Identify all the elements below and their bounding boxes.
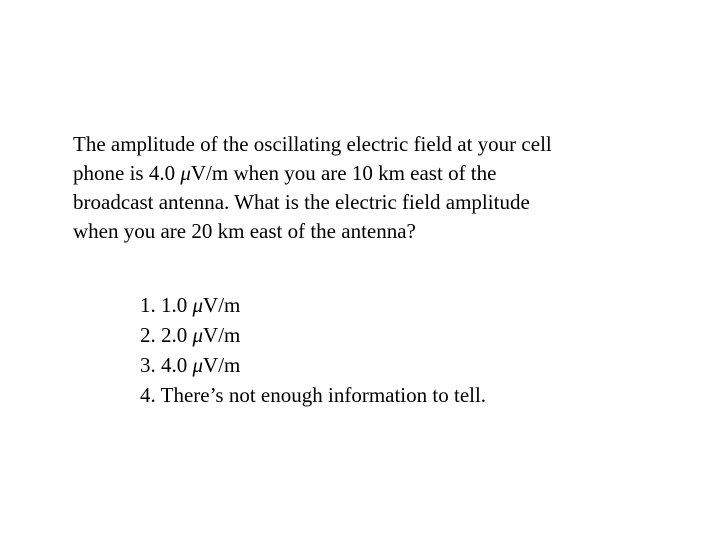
question-line-3: broadcast antenna. What is the electric field amplitude: [73, 190, 530, 214]
mu-symbol: μ: [192, 353, 204, 377]
option-unit: V/m: [203, 353, 241, 377]
question-line-4: when you are 20 km east of the antenna?: [73, 219, 416, 243]
option-number: 2.: [140, 323, 161, 347]
question-line-2-end: V/m when you are 10 km east of the: [190, 161, 497, 185]
answer-option-1[interactable]: [140, 290, 700, 320]
answer-options: [140, 290, 700, 410]
question-line-2-start: phone is 4.0: [73, 161, 181, 185]
mu-symbol: μ: [192, 293, 204, 317]
option-unit: V/m: [203, 323, 241, 347]
question-text: [73, 130, 673, 246]
option-text: There’s not enough information to tell.: [160, 383, 487, 407]
answer-option-3[interactable]: [140, 350, 700, 380]
mu-symbol: μ: [180, 161, 191, 185]
option-unit: V/m: [203, 293, 241, 317]
question-line-1: The amplitude of the oscillating electric field at your cell: [73, 132, 552, 156]
option-value: 4.0: [161, 353, 193, 377]
answer-option-4[interactable]: [140, 380, 700, 410]
option-number: 1.: [140, 293, 161, 317]
option-value: 1.0: [161, 293, 193, 317]
option-value: 2.0: [161, 323, 193, 347]
mu-symbol: μ: [192, 323, 204, 347]
option-number: 4.: [140, 383, 161, 407]
option-number: 3.: [140, 353, 161, 377]
answer-option-2[interactable]: [140, 320, 700, 350]
